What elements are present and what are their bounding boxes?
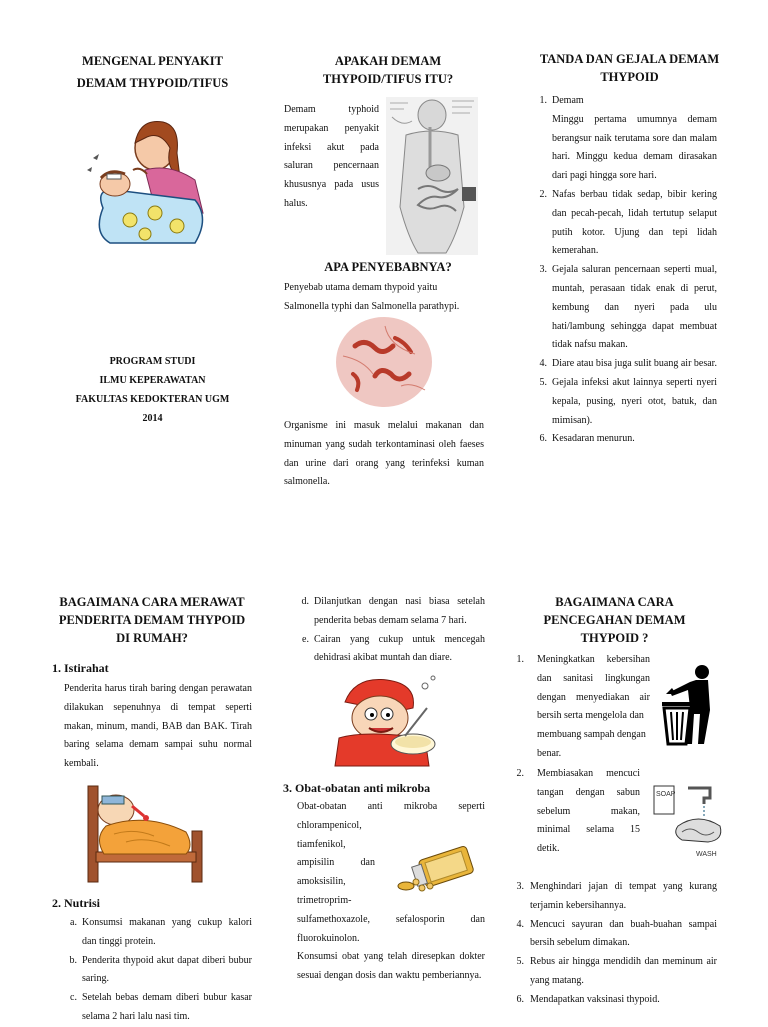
trash-bin-icon	[658, 664, 720, 746]
prevention-line: sebelum makan,	[537, 805, 640, 817]
salmonella-bacteria-illustration	[335, 316, 433, 408]
list-item: a. Konsumsi makanan yang cukup kalori dan tinggi protein.	[70, 917, 252, 947]
list-item: 3. Menghindari jajan di tempat yang kurang terjamin kebersihannya.	[516, 881, 717, 911]
drug-line: fluorokuinolon.	[297, 932, 360, 944]
soap-label: SOAP	[656, 791, 676, 798]
list-item: 4. Diare atau bisa juga sulit buang air besar.	[539, 358, 717, 370]
panel4-title-line1: BAGAIMANA CARA MERAWAT	[59, 595, 245, 609]
prevention-line: dan sanitasi lingkungan	[537, 672, 650, 684]
program-info	[40, 352, 265, 428]
panel4-title-line2: PENDERITA DEMAM THYPOID	[58, 613, 246, 627]
definition-text	[284, 101, 379, 214]
panel2-title	[283, 52, 493, 88]
drug-line: amoksisilin,	[297, 876, 346, 888]
list-item: e. Cairan yang cukup untuk mencegah dehidrasi akibat muntah dan diare.	[302, 633, 485, 664]
list-item: 6. Mendapatkan vaksinasi thypoid.	[516, 993, 660, 1005]
panel2-title-line2: THYPOID/TIFUS ITU?	[322, 72, 454, 86]
drug-note: Konsumsi obat yang telah diresepkan dokter sesuai dengan dosis dan waktu pemberiannya.	[297, 951, 485, 982]
drug-line: chlorampenicol,	[297, 819, 362, 831]
definition-line: saluran pencernaan	[284, 160, 379, 172]
list-item: 2. Nafas berbau tidak sedap, bibir kering dan pecah-pecah, lidah tertutup selaput putih kotor. Ujung dan tepi lidah kemerahan.	[539, 188, 717, 257]
medicine-bottle-pills-illustration	[392, 846, 484, 894]
nutrition-list-continued	[287, 593, 485, 668]
panel6-title-line3: THYPOID ?	[580, 631, 649, 645]
drug-line: ampisilin dan	[297, 857, 375, 869]
list-item: b. Penderita thypoid akut dapat diberi bubur saring.	[69, 954, 252, 985]
drug-line: tiamfenikol,	[297, 838, 346, 850]
list-item: c. Setelah bebas demam diberi bubur kasar selama 2 hari lalu nasi tim.	[70, 992, 252, 1022]
prevention-list	[510, 878, 717, 1010]
prevention-line: membuang sampah dengan	[537, 729, 646, 741]
prevention-item-2: 2. Membiasakan mencuci tangan dengan sabun sebelum makan, minimal selama 15 detik.	[510, 765, 640, 859]
list-item: 1. Demam	[539, 95, 584, 106]
nutrition-list	[55, 914, 252, 1027]
symptom-list	[525, 92, 717, 449]
panel3-title-line2: THYPOID	[600, 70, 659, 84]
list-item: d. Dilanjutkan dengan nasi biasa setelah penderita bebas demam selama 7 hari.	[301, 596, 485, 626]
child-eating-porridge-illustration	[325, 672, 455, 770]
panel4-title-line3: DI RUMAH?	[116, 631, 188, 645]
panel1-title	[40, 52, 265, 92]
panel3-title-line1: TANDA DAN GEJALA DEMAM	[539, 52, 720, 66]
rest-text: Penderita harus tirah baring dengan perawatan dilakukan sepenuhnya di tempat seperti makan, minum, mandi, BAB dan BAK. Tirah baring selama demam sampai suhu normal kembali.	[64, 683, 252, 770]
program-line: PROGRAM STUDI	[109, 356, 196, 367]
definition-line: infeksi akut pada	[284, 141, 379, 153]
list-item: 4. Mencuci sayuran dan buah-buahan sampai bersih sebelum dimakan.	[516, 918, 717, 949]
list-item: 5. Gejala infeksi akut lainnya seperti nyeri kepala, pusing, nyeri otot, batuk, dan mimisan).	[539, 376, 717, 426]
prevention-line: Meningkatkan kebersihan	[537, 654, 650, 665]
panel2-title-line1: APAKAH DEMAM	[334, 54, 442, 68]
list-item: 3. Gejala saluran pencernaan seperti mual, muntah, perasaan tidak enak di perut, kembung dan nyeri pada ulu hati/lambung sehingga dapat membuat tidak nafsu makan.	[539, 264, 717, 351]
sick-person-in-bed-illustration	[86, 776, 204, 886]
cause-text: Penyebab utama demam thypoid yaitu Salmonella typhi dan Salmonella parathypi.	[284, 282, 460, 312]
wash-label: WASH	[696, 851, 717, 858]
definition-line: merupakan penyakit	[284, 122, 379, 134]
program-line: FAKULTAS KEDOKTERAN UGM	[75, 394, 230, 405]
panel6-title-line2: PENCEGAHAN DEMAM	[543, 613, 686, 627]
nutrition-heading: 2. Nutrisi	[52, 896, 100, 910]
definition-line: halus.	[284, 197, 308, 209]
drug-line: sulfamethoxazole, sefalosporin dan	[297, 913, 485, 925]
rest-heading: 1. Istirahat	[52, 661, 109, 675]
prevention-line: tangan dengan sabun	[537, 786, 640, 798]
digestive-system-illustration	[386, 97, 478, 255]
prevention-line: Membiasakan mencuci	[537, 768, 640, 779]
drug-line: Obat-obatan anti mikroba seperti	[297, 801, 485, 812]
list-item: 6. Kesadaran menurun.	[539, 433, 635, 445]
prevention-line: bersih serta mengelola dan	[537, 710, 644, 722]
prevention-item-1: 1. Meningkatkan kebersihan dan sanitasi lingkungan dengan menyediakan air bersih serta mengelola dan membuang sampah dengan benar.	[510, 651, 650, 764]
list-item: 5. Rebus air hingga mendidih dan meminum air yang matang.	[516, 956, 717, 986]
prevention-line: detik.	[537, 843, 560, 855]
panel6-title-line1: BAGAIMANA CARA	[555, 595, 674, 609]
program-line: ILMU KEPERAWATAN	[99, 375, 206, 386]
panel1-title-line2: DEMAM THYPOID/TIFUS	[76, 76, 229, 90]
list-item: Minggu pertama umumnya demam berangsur naik terutama sore dan malam hari. Minggu kedua demam dirasakan dari pagi hingga sore hari.	[552, 113, 717, 182]
prevention-line: benar.	[537, 747, 562, 759]
hand-washing-illustration	[648, 782, 728, 860]
program-line: 2014	[142, 413, 163, 424]
mother-sick-child-illustration	[85, 108, 215, 248]
panel6-title	[512, 593, 717, 647]
drug-line: trimetroprim-	[297, 894, 352, 906]
definition-line: Demam typhoid	[284, 104, 379, 115]
prevention-line: minimal selama 15	[537, 824, 640, 836]
panel3-title	[512, 50, 747, 86]
antimicrobial-heading: 3. Obat-obatan anti mikroba	[283, 781, 431, 795]
definition-line: khususnya pada usus	[284, 179, 379, 191]
panel1-title-line1: MENGENAL PENYAKIT	[82, 54, 223, 68]
transmission-text: Organisme ini masuk melalui makanan dan minuman yang sudah terkontaminasi oleh faeses dan urine dari orang yang terinfeksi kuman salmonella.	[284, 420, 484, 488]
cause-title: APA PENYEBABNYA?	[324, 260, 452, 274]
prevention-line: dengan menyediakan air	[537, 691, 650, 703]
panel4-title	[42, 593, 262, 647]
